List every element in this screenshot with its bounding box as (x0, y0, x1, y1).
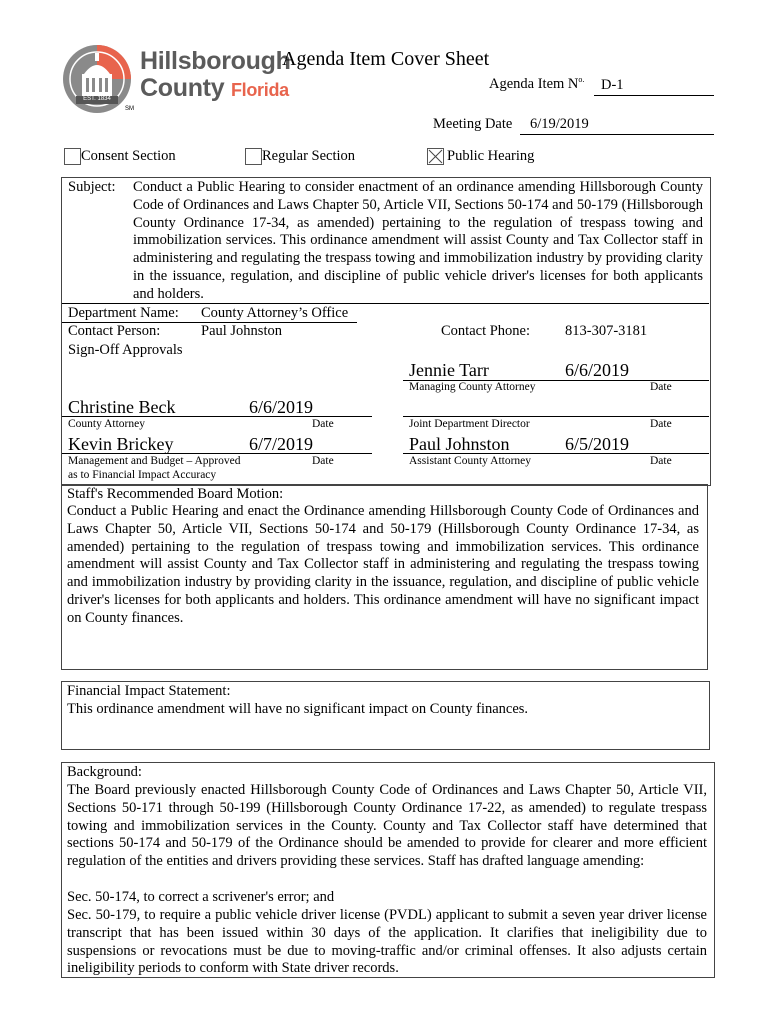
agenda-item-label: Agenda Item $N^{o.}$ (489, 75, 585, 92)
signoff-label: Sign-Off Approvals (68, 342, 183, 358)
signoff-date: 6/6/2019 (565, 360, 630, 380)
signoff-name: Christine Beck (68, 397, 176, 417)
financial-label: Financial Impact Statement: (67, 683, 231, 699)
motion-text: Conduct a Public Hearing and enact the Ordinance amending Hillsborough County Code of Ordinances and Laws Chapter 50, Article VII, Sections 50-174 and 50-179 (Hillsborough County Ordinance 17-34, as amended) pertaining to the regulation of trespass towing and immobilization services. This ordinance amendment will assist County and Tax Collector staff in administering and regulating the trespass towing and immobilization industry by providing clarity in the issuance, regulation, and discipline of public vehicle driver's licenses for both applicants and holders. This ordinance amendment will have no significant impact on County finances. (67, 503, 699, 626)
signoff-date: 6/7/2019 (249, 434, 314, 454)
logo-line1: Hillsborough (140, 47, 291, 75)
contact-person-label: Contact Person: (68, 323, 161, 339)
signoff-name: Kevin Brickey (68, 434, 174, 454)
department-label: Department Name: (68, 305, 179, 321)
signoff-name: Paul Johnston (409, 434, 510, 454)
consent-label: Consent Section (81, 148, 176, 164)
subject-label: Subject: (68, 179, 116, 195)
meeting-date-value: 6/19/2019 (530, 116, 589, 132)
signoff-date-label: Date (650, 455, 672, 467)
signoff-underline (62, 416, 372, 417)
signoff-name: Jennie Tarr (409, 360, 489, 380)
est-label: EST. 1834 (83, 96, 111, 102)
signoff-date-label: Date (650, 418, 672, 430)
agenda-item-underline (594, 95, 714, 96)
department-value: County Attorney’s Office (201, 305, 349, 321)
page-title: Agenda Item Cover Sheet (282, 48, 490, 70)
signoff-date-label: Date (312, 455, 334, 467)
contact-phone-label: Contact Phone: (441, 323, 531, 339)
public-hearing-checkbox[interactable] (427, 148, 444, 165)
signoff-underline (62, 453, 372, 454)
consent-checkbox[interactable] (64, 148, 81, 165)
signoff-underline (403, 416, 709, 417)
county-logo (62, 44, 132, 114)
agenda-item-value: D-1 (601, 77, 624, 93)
signoff-underline (403, 453, 709, 454)
courthouse-dome-icon (62, 44, 132, 114)
background-paragraph-1: The Board previously enacted Hillsborough County Code of Ordinances and Laws Chapter 50, Article VII, Sections 50-171 through 50-199 (Hillsborough County Ordinance 17-22, as amended) to regulate trespass towing and immobilization services in the County. County and Tax Collector staff have determined that sections 50-174 and 50-179 of the Ordinance should be amended to provide for clearer and more efficient regulation of the entities and drivers providing these services. Staff has drafted language amending: (67, 782, 707, 870)
signoff-title: County Attorney (68, 418, 145, 430)
logo-county: County (140, 74, 225, 102)
signoff-title: Assistant County Attorney (409, 455, 532, 467)
signoff-date: 6/6/2019 (249, 397, 314, 417)
public-hearing-label: Public Hearing (447, 148, 535, 164)
financial-text: This ordinance amendment will have no significant impact on County finances. (67, 701, 529, 717)
signoff-date-label: Date (650, 381, 672, 393)
meeting-date-underline (520, 134, 714, 135)
contact-phone-value: 813-307-3181 (565, 323, 648, 339)
service-mark: SM (125, 106, 134, 112)
meeting-date-label: Meeting Date (433, 116, 513, 132)
signoff-title: Joint Department Director (409, 418, 530, 430)
background-label: Background: (67, 764, 142, 780)
regular-label: Regular Section (262, 148, 356, 164)
signoff-date-label: Date (312, 418, 334, 430)
regular-checkbox[interactable] (245, 148, 262, 165)
logo-line2 (140, 74, 289, 103)
background-paragraph-2: Sec. 50-174, to correct a scrivener's error; and (67, 889, 335, 905)
subject-text: Conduct a Public Hearing to consider enactment of an ordinance amending Hillsborough County Code of Ordinances and Laws Chapter 50, Article VII, Sections 50-174 and 50-179 (Hillsborough County Ordinance 17-34, as amended) pertaining to the regulation of trespass towing and immobilization services. This ordinance amendment will assist County and Tax Collector staff in administering and regulating the trespass towing and immobilization industry by providing clarity in the issuance, regulation, and discipline of public vehicle driver's licenses for both applicants and holders. (133, 179, 703, 302)
logo-state: Florida (230, 80, 289, 100)
motion-label: Staff's Recommended Board Motion: (67, 486, 284, 502)
signoff-title: Management and Budget – Approved (68, 455, 241, 467)
signoff-title: Managing County Attorney (409, 381, 536, 393)
signoff-title-line2: as to Financial Impact Accuracy (68, 469, 217, 481)
contact-person-value: Paul Johnston (201, 323, 282, 339)
x-mark-icon (428, 149, 443, 164)
signoff-date: 6/5/2019 (565, 434, 630, 454)
background-paragraph-3: Sec. 50-179, to require a public vehicle driver license (PVDL) applicant to submit a seven year driver license transcript that has been issued within 30 days of the application. It clarifies that ineligibility due to suspensions or revocations must be due to moving-traffic and/or criminal offenses. It also adjusts certain ineligibility periods to conform with State driver records. (67, 907, 707, 977)
